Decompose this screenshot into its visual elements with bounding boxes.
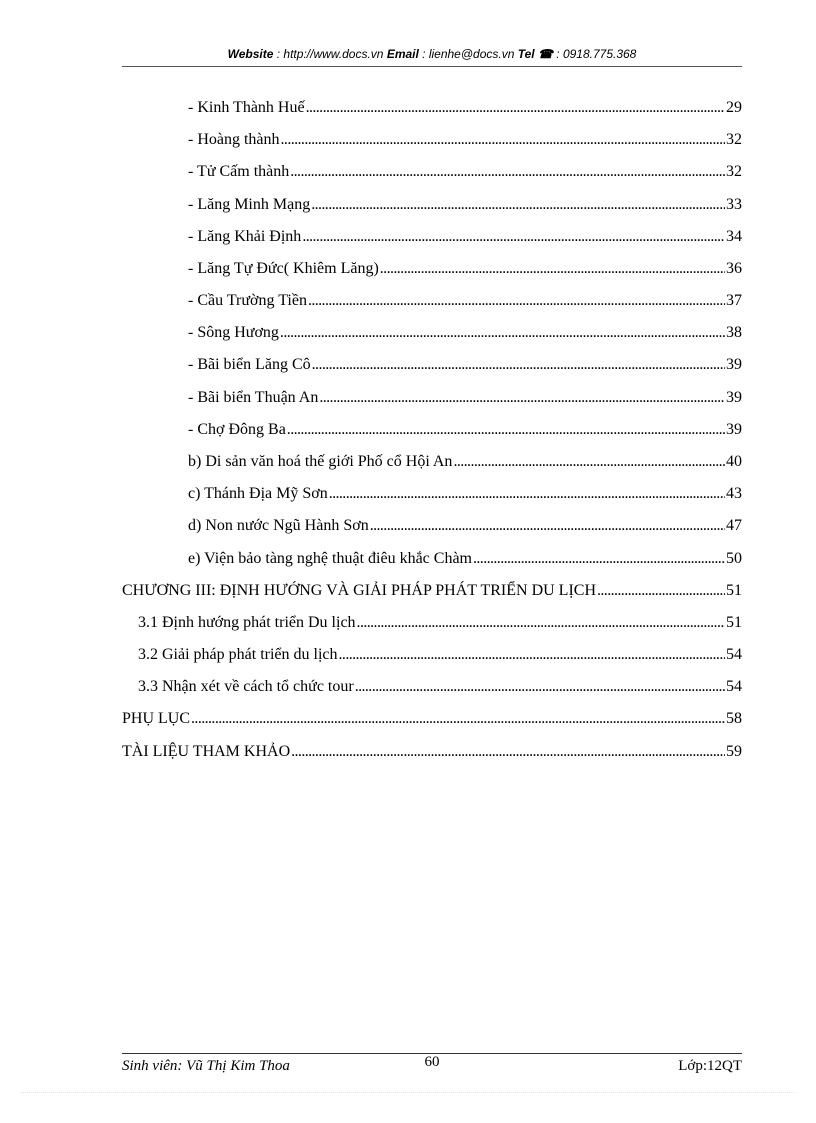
toc-entry (188, 257, 742, 281)
toc-entry-page: 39 (726, 421, 742, 438)
toc-entry-title: - Lăng Tự Đức( Khiêm Lăng) (188, 260, 379, 277)
toc-entry-title: - Bãi biển Thuận An (188, 389, 319, 406)
toc-entry-page: 54 (726, 678, 742, 695)
toc-entry-title: - Kinh Thành Huế (188, 99, 305, 116)
toc-leader (370, 514, 725, 538)
toc-entry-title: b) Di sản văn hoá thế giới Phố cổ Hội An (188, 453, 453, 470)
toc-leader (287, 418, 725, 442)
toc-entry-title: - Cầu Trường Tiền (188, 292, 307, 309)
page-header (122, 47, 742, 61)
toc-leader (319, 386, 725, 410)
toc-entry (138, 675, 742, 699)
toc-entry-page: 29 (726, 99, 742, 116)
toc-entry-page: 54 (726, 646, 742, 663)
toc-entry-page: 39 (726, 356, 742, 373)
toc-entry-title: - Lăng Khải Định (188, 228, 302, 245)
toc-entry-page: 51 (726, 614, 742, 631)
toc-entry-title: 3.2 Giải pháp phát triển du lịch (138, 646, 338, 663)
toc-entry-title: e) Viện bảo tàng nghệ thuật điêu khắc Chàm (188, 550, 472, 567)
email-value: : lienhe@docs.vn (418, 47, 518, 61)
toc-leader (291, 740, 725, 764)
telephone-icon: ☎ (537, 47, 553, 61)
tel-label: Tel (517, 47, 535, 61)
toc-entry-page: 36 (726, 260, 742, 277)
toc-entry (188, 418, 742, 442)
toc-leader (302, 225, 725, 249)
toc-entry-page: 32 (726, 163, 742, 180)
toc-entry (188, 450, 742, 474)
header-rule (122, 66, 742, 67)
toc-entry (188, 321, 742, 345)
toc-entry-title: PHỤ LỤC (122, 710, 191, 727)
toc-entry (188, 225, 742, 249)
toc-entry-page: 59 (726, 743, 742, 760)
toc-entry-page: 39 (726, 389, 742, 406)
toc-entry-title: - Chợ Đông Ba (188, 421, 286, 438)
toc-entry (188, 386, 742, 410)
toc-entry (188, 193, 742, 217)
toc-entry (122, 740, 742, 764)
tel-value: : 0918.775.368 (552, 47, 637, 61)
website-label: Website (227, 47, 274, 61)
toc-entry-title: - Tử Cấm thành (188, 163, 290, 180)
toc-entry-title: d) Non nước Ngũ Hành Sơn (188, 517, 369, 534)
toc-leader (280, 321, 725, 345)
toc-entry-page: 33 (726, 196, 742, 213)
toc-entry-title: - Lăng Minh Mạng (188, 196, 311, 213)
toc-entry (188, 514, 742, 538)
email-label: Email (386, 47, 419, 61)
toc-entry (188, 128, 742, 152)
toc-entry-page: 37 (726, 292, 742, 309)
toc-entry-page: 38 (726, 324, 742, 341)
toc-entry-title: - Hoàng thành (188, 131, 280, 148)
toc-leader (191, 707, 725, 731)
toc-leader (597, 579, 725, 603)
toc-entry-page: 32 (726, 131, 742, 148)
toc-leader (473, 547, 725, 571)
toc-entry-title: 3.3 Nhận xét về cách tổ chức tour (138, 678, 354, 695)
toc-entry-title: 3.1 Định hướng phát triển Du lịch (138, 614, 356, 631)
toc-entry (188, 96, 742, 120)
toc-entry-page: 40 (726, 453, 742, 470)
toc-entry-title: - Bãi biển Lăng Cô (188, 356, 311, 373)
toc-entry-page: 34 (726, 228, 742, 245)
toc-entry-title: CHƯƠNG III: ĐỊNH HƯỚNG VÀ GIẢI PHÁP PHÁT TRIỂN DU LỊCH (122, 582, 596, 599)
toc-leader (281, 128, 725, 152)
toc-leader (355, 675, 725, 699)
toc-entry (138, 643, 742, 667)
footer-class: Lớp:12QT (678, 1058, 742, 1074)
toc-entry-page: 50 (726, 550, 742, 567)
toc-entry (188, 160, 742, 184)
toc-leader (306, 96, 725, 120)
toc-entry (188, 289, 742, 313)
toc-leader (312, 353, 725, 377)
toc-entry (188, 353, 742, 377)
toc-entry (122, 579, 742, 603)
toc-leader (380, 257, 725, 281)
toc-entry-page: 51 (726, 582, 742, 599)
toc-leader (311, 193, 725, 217)
toc-leader (357, 611, 725, 635)
toc-leader (308, 289, 725, 313)
toc-entry (138, 611, 742, 635)
page-edge (20, 1092, 796, 1093)
toc-entry-title: TÀI LIỆU THAM KHẢO (122, 743, 291, 760)
toc-leader (453, 450, 725, 474)
toc-entry-title: - Sông Hương (188, 324, 279, 341)
toc-leader (290, 160, 725, 184)
website-value: : http://www.docs.vn (273, 47, 387, 61)
toc-entry (122, 707, 742, 731)
toc-leader (339, 643, 725, 667)
toc-leader (329, 482, 725, 506)
footer-student-name: Sinh viên: Vũ Thị Kim Thoa (122, 1058, 290, 1074)
page-number: 60 (424, 1054, 440, 1070)
toc-entry (188, 547, 742, 571)
toc-entry-page: 47 (726, 517, 742, 534)
toc-entry-page: 43 (726, 485, 742, 502)
toc-entry-title: c) Thánh Địa Mỹ Sơn (188, 485, 328, 502)
toc-entry-page: 58 (726, 710, 742, 727)
toc-entry (188, 482, 742, 506)
